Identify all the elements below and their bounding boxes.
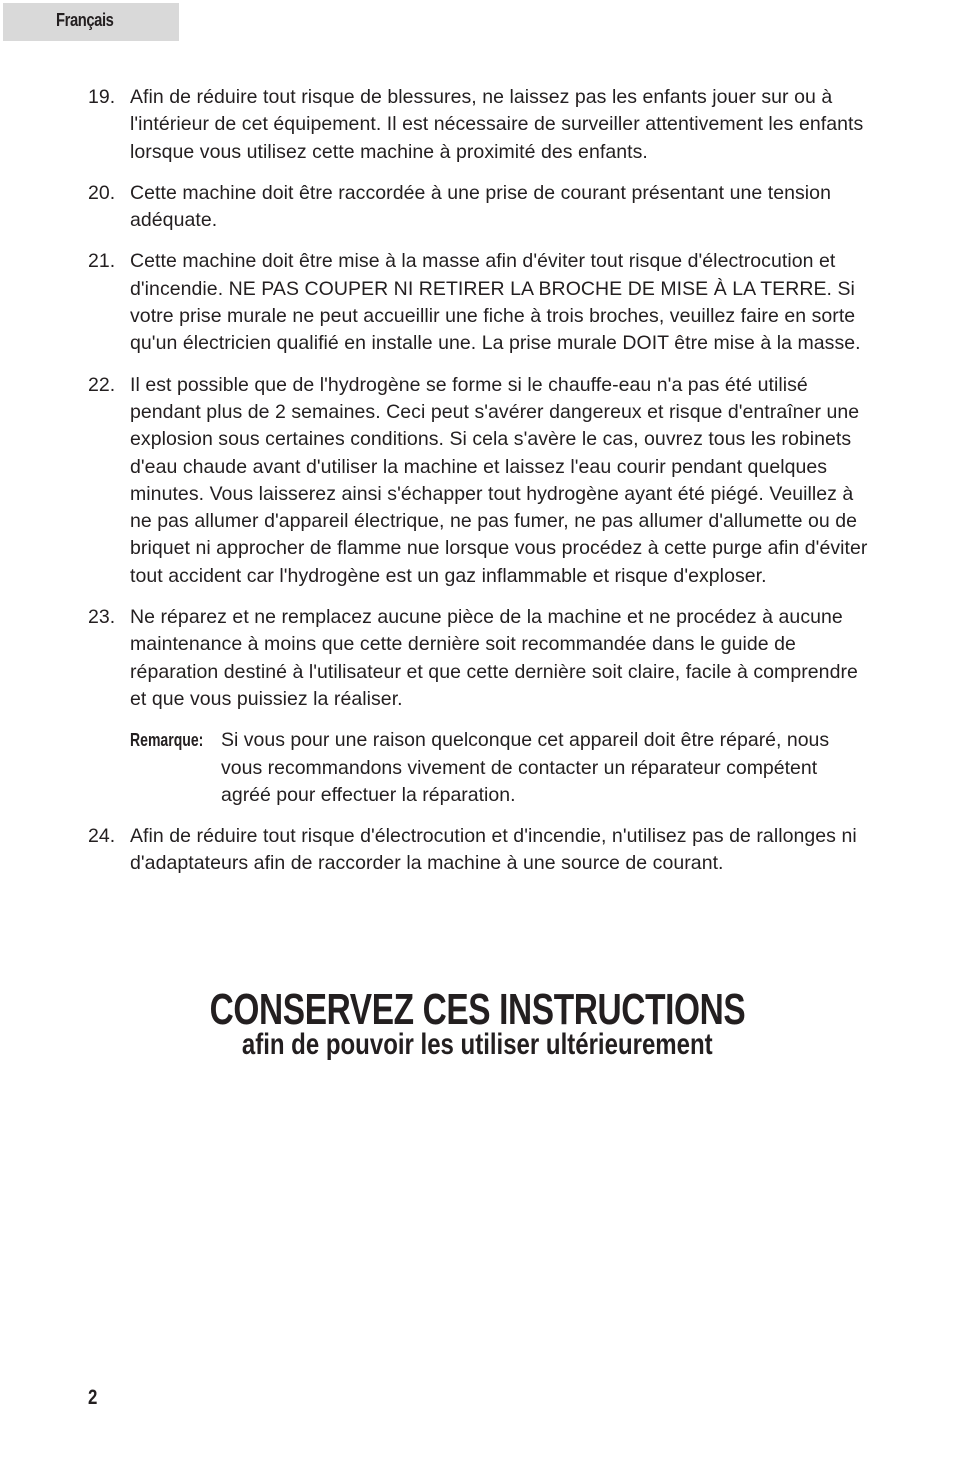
language-tab-label: Français bbox=[56, 10, 114, 30]
list-item-23 bbox=[88, 604, 868, 713]
item-number: 20. bbox=[88, 181, 116, 204]
item-number: 22. bbox=[88, 373, 116, 396]
note-label: Remarque: bbox=[130, 730, 204, 751]
closing-title: CONSERVEZ CES INSTRUCTIONS bbox=[209, 985, 745, 1034]
closing-subtitle: afin de pouvoir les utiliser ultérieurement bbox=[241, 1028, 713, 1061]
item-text: Cette machine doit être mise à la masse afin d'éviter tout risque d'électrocution et d'incendie. NE PAS COUPER NI RETIRER LA BROCHE DE MISE À LA TERRE. Si votre prise murale ne peut accueillir une fiche à trois broches, veuillez faire en sorte qu'un électricien qualifié en installe une. La prise murale DOIT être mise à la masse. bbox=[130, 250, 861, 355]
item-number: 21. bbox=[88, 250, 116, 273]
list-item-21 bbox=[88, 248, 868, 357]
item-text: Afin de réduire tout risque de blessures, ne laissez pas les enfants jouer sur ou à l'intérieur de cet équipement. Il est nécessaire de surveiller attentivement les enfants lorsque vous utilisez cette machine à proximité des enfants. bbox=[130, 86, 864, 163]
list-item-24 bbox=[88, 823, 868, 878]
item-text: Afin de réduire tout risque d'électrocution et d'incendie, n'utilisez pas de rallonges ni d'adaptateurs afin de raccorder la machine à une source de courant. bbox=[130, 825, 857, 875]
closing-block bbox=[0, 985, 954, 1061]
note-remarque bbox=[88, 727, 868, 809]
item-text: Il est possible que de l'hydrogène se forme si le chauffe-eau n'a pas été utilisé pendant plus de 2 semaines. Ceci peut s'avérer dangereux et risque d'entraîner une explosion sous certaines conditions. Si cela s'avère le cas, ouvrez tous les robinets d'eau chaude avant d'utiliser la machine et laissez l'eau courir pendant quelques minutes. Vous laisserez ainsi s'échapper tout hydrogène ayant été piégé. Veuillez à ne pas allumer d'appareil électrique, ne pas fumer, ne pas allumer d'allumette ou de briquet ni approcher de flamme nue lorsque vous procédez à cette purge afin d'éviter tout accident car l'hydrogène est un gaz inflammable et risque d'exploser. bbox=[130, 373, 868, 587]
language-tab bbox=[3, 3, 179, 41]
item-text: Ne réparez et ne remplacez aucune pièce de la machine et ne procédez à aucune maintenance à moins que cette dernière soit recommandée dans le guide de réparation destiné à l'utilisateur et que cette dernière soit claire, facile à comprendre et que vous puissiez la réaliser. bbox=[130, 606, 858, 710]
page-number: 2 bbox=[88, 1386, 98, 1409]
list-item-20 bbox=[88, 180, 868, 235]
item-number: 19. bbox=[88, 86, 116, 108]
list-item-22 bbox=[88, 372, 868, 590]
item-text: Cette machine doit être raccordée à une prise de courant présentant une tension adéquate. bbox=[130, 181, 831, 232]
item-number: 23. bbox=[88, 606, 116, 629]
note-text: Si vous pour une raison quelconque cet appareil doit être réparé, nous vous recommandons vivement de contacter un réparateur compétent agréé pour effectuer la réparation. bbox=[221, 729, 830, 806]
list-item-19 bbox=[88, 84, 868, 166]
item-number: 24. bbox=[88, 825, 116, 848]
instruction-list bbox=[88, 84, 868, 892]
